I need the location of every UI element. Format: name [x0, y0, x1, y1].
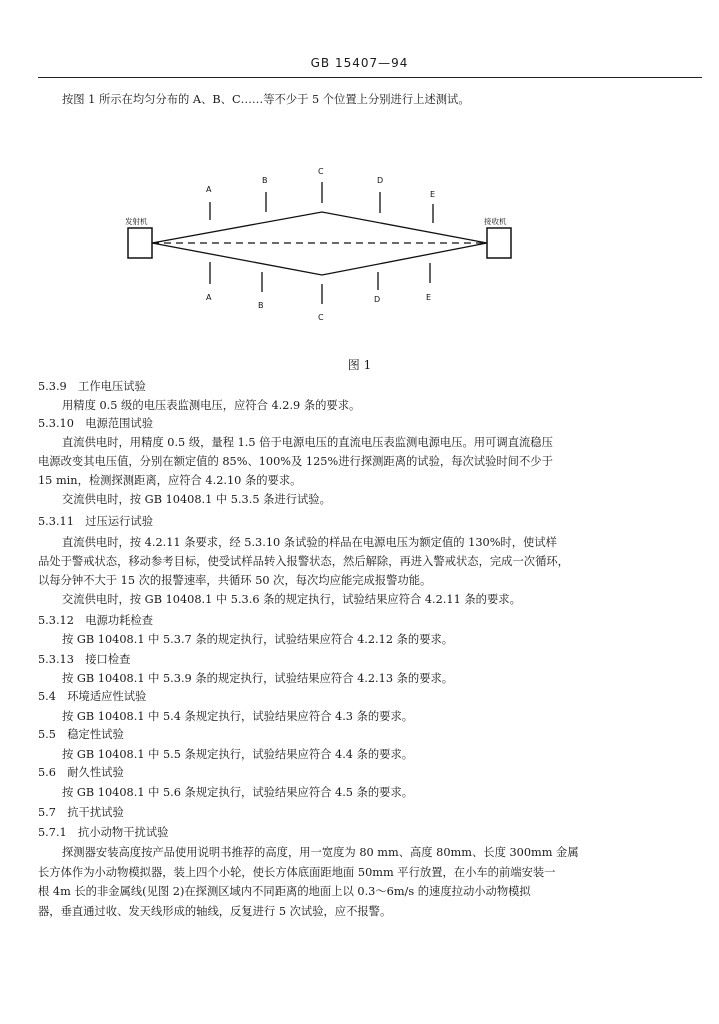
- section-heading: 5.3.11 过压运行试验: [38, 515, 154, 528]
- document-header: GB 15407—94: [310, 56, 409, 70]
- body-text-line: 直流供电时，按 4.2.11 条要求，经 5.3.10 条试验的样品在电源电压为额定值的 130%时，使试样: [62, 536, 557, 549]
- section-heading: 5.3.10 电源范围试验: [38, 417, 154, 430]
- section-heading: 5.3.9 工作电压试验: [38, 380, 146, 393]
- body-text-line: 交流供电时，按 GB 10408.1 中 5.3.5 条进行试验。: [62, 493, 331, 506]
- body-text-line: 按 GB 10408.1 中 5.3.7 条的规定执行，试验结果应符合 4.2.12 条的要求。: [62, 633, 454, 646]
- figure-1-diagram: [0, 0, 719, 350]
- receiver-box: [487, 228, 511, 258]
- body-text-line: 交流供电时，按 GB 10408.1 中 5.3.6 条的规定执行，试验结果应符合 4.2.11 条的要求。: [62, 593, 521, 606]
- label-c-bottom: C: [318, 313, 324, 322]
- section-heading: 5.5 稳定性试验: [38, 728, 124, 741]
- body-text-line: 电源改变其电压值，分别在额定值的 85%、100%及 125%进行探测距离的试验，每次试验时间不少于: [38, 455, 553, 468]
- body-text-line: 探测器安装高度按产品使用说明书推荐的高度，用一宽度为 80 mm、高度 80mm、长度 300mm 金属: [62, 846, 579, 859]
- receiver-label: 接收机: [484, 217, 507, 226]
- label-b-bottom: B: [258, 301, 264, 310]
- section-heading: 5.7 抗干扰试验: [38, 806, 124, 819]
- label-a-bottom: A: [206, 293, 212, 302]
- body-text-line: 按 GB 10408.1 中 5.4 条规定执行，试验结果应符合 4.3 条的要求。: [62, 710, 414, 723]
- section-heading: 5.3.12 电源功耗检查: [38, 614, 154, 627]
- beam-upper-edge: [152, 212, 487, 243]
- section-heading: 5.4 环境适应性试验: [38, 690, 147, 703]
- body-text-line: 15 min，检测探测距离，应符合 4.2.10 条的要求。: [38, 474, 302, 487]
- body-text-line: 直流供电时，用精度 0.5 级，量程 1.5 倍于电源电压的直流电压表监测电源电压。用可调直流稳压: [62, 436, 553, 449]
- label-e-top: E: [430, 190, 436, 199]
- figure-caption: 图 1: [347, 358, 372, 372]
- body-text-line: 按 GB 10408.1 中 5.6 条规定执行，试验结果应符合 4.5 条的要求。: [62, 786, 414, 799]
- label-d-bottom: D: [374, 295, 381, 304]
- transmitter-label: 发射机: [125, 217, 148, 226]
- beam-lower-edge: [152, 243, 487, 275]
- label-b-top: B: [262, 176, 268, 185]
- section-heading: 5.7.1 抗小动物干扰试验: [38, 826, 169, 839]
- label-d-top: D: [377, 176, 384, 185]
- body-text-line: 按 GB 10408.1 中 5.5 条规定执行，试验结果应符合 4.4 条的要求。: [62, 748, 414, 761]
- label-c-top: C: [318, 167, 324, 176]
- body-text-line: 长方体作为小动物模拟器，装上四个小轮，使长方体底面距地面 50mm 平行放置，在小车的前端安装一: [38, 866, 556, 879]
- body-text-line: 按 GB 10408.1 中 5.3.9 条的规定执行，试验结果应符合 4.2.13 条的要求。: [62, 672, 454, 685]
- body-text-line: 品处于警戒状态，移动参考目标，使受试样品转入报警状态，然后解除，再进入警戒状态，完成一次循环，: [38, 555, 569, 568]
- section-heading: 5.6 耐久性试验: [38, 766, 124, 779]
- body-text-line: 用精度 0.5 级的电压表监测电压，应符合 4.2.9 条的要求。: [62, 399, 361, 412]
- intro-paragraph: 按图 1 所示在均匀分布的 A、B、C……等不少于 5 个位置上分别进行上述测试。: [62, 93, 470, 106]
- transmitter-box: [128, 228, 152, 258]
- body-text-line: 以每分钟不大于 15 次的报警速率，共循环 50 次，每次均应能完成报警功能。: [38, 574, 432, 587]
- section-heading: 5.3.13 接口检查: [38, 653, 131, 666]
- label-a-top: A: [206, 185, 212, 194]
- body-text-line: 根 4m 长的非金属线(见图 2)在探测区域内不同距离的地面上以 0.3～6m/s 的速度拉动小动物模拟: [38, 885, 531, 898]
- label-e-bottom: E: [426, 293, 432, 302]
- body-text-line: 器，垂直通过收、发天线形成的轴线，反复进行 5 次试验，应不报警。: [38, 905, 392, 918]
